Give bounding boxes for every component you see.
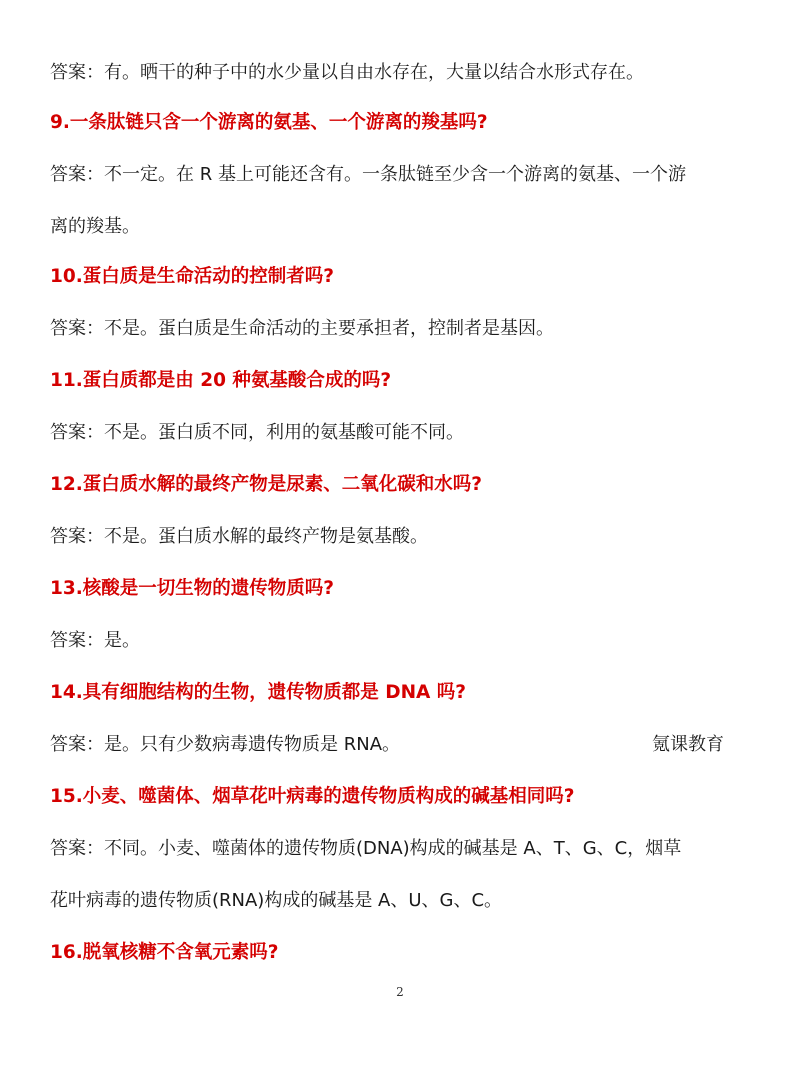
question-heading-14: 14.具有细胞结构的生物，遗传物质都是 DNA 吗? [50, 682, 467, 703]
page-number: 2 [396, 985, 404, 999]
question-heading-15: 15.小麦、噬菌体、烟草花叶病毒的遗传物质构成的碱基相同吗? [50, 786, 575, 807]
answer-line: 答案：不一定。在 R 基上可能还含有。一条肽链至少含一个游离的氨基、一个游 [50, 164, 686, 185]
answer-line: 答案：不是。蛋白质是生命活动的主要承担者，控制者是基因。 [50, 318, 554, 339]
answer-line: 答案：有。晒干的种子中的水少量以自由水存在，大量以结合水形式存在。 [50, 62, 644, 83]
question-heading-11: 11.蛋白质都是由 20 种氨基酸合成的吗? [50, 370, 392, 391]
answer-line: 花叶病毒的遗传物质(RNA)构成的碱基是 A、U、G、C。 [50, 890, 503, 911]
question-heading-13: 13.核酸是一切生物的遗传物质吗? [50, 578, 335, 599]
answer-line: 答案：是。只有少数病毒遗传物质是 RNA。 [50, 734, 401, 755]
question-heading-12: 12.蛋白质水解的最终产物是尿素、二氧化碳和水吗? [50, 474, 483, 495]
answer-line: 答案：不是。蛋白质水解的最终产物是氨基酸。 [50, 526, 428, 547]
question-heading-10: 10.蛋白质是生命活动的控制者吗? [50, 266, 335, 287]
answer-line: 离的羧基。 [50, 216, 140, 237]
answer-line: 答案：不同。小麦、噬菌体的遗传物质(DNA)构成的碱基是 A、T、G、C，烟草 [50, 838, 682, 859]
question-heading-9: 9.一条肽链只含一个游离的氨基、一个游离的羧基吗? [50, 112, 488, 133]
question-heading-16: 16.脱氧核糖不含氧元素吗? [50, 942, 279, 963]
answer-line: 答案：是。 [50, 630, 140, 651]
watermark-text: 氪课教育 [652, 734, 724, 755]
answer-line: 答案：不是。蛋白质不同，利用的氨基酸可能不同。 [50, 422, 464, 443]
